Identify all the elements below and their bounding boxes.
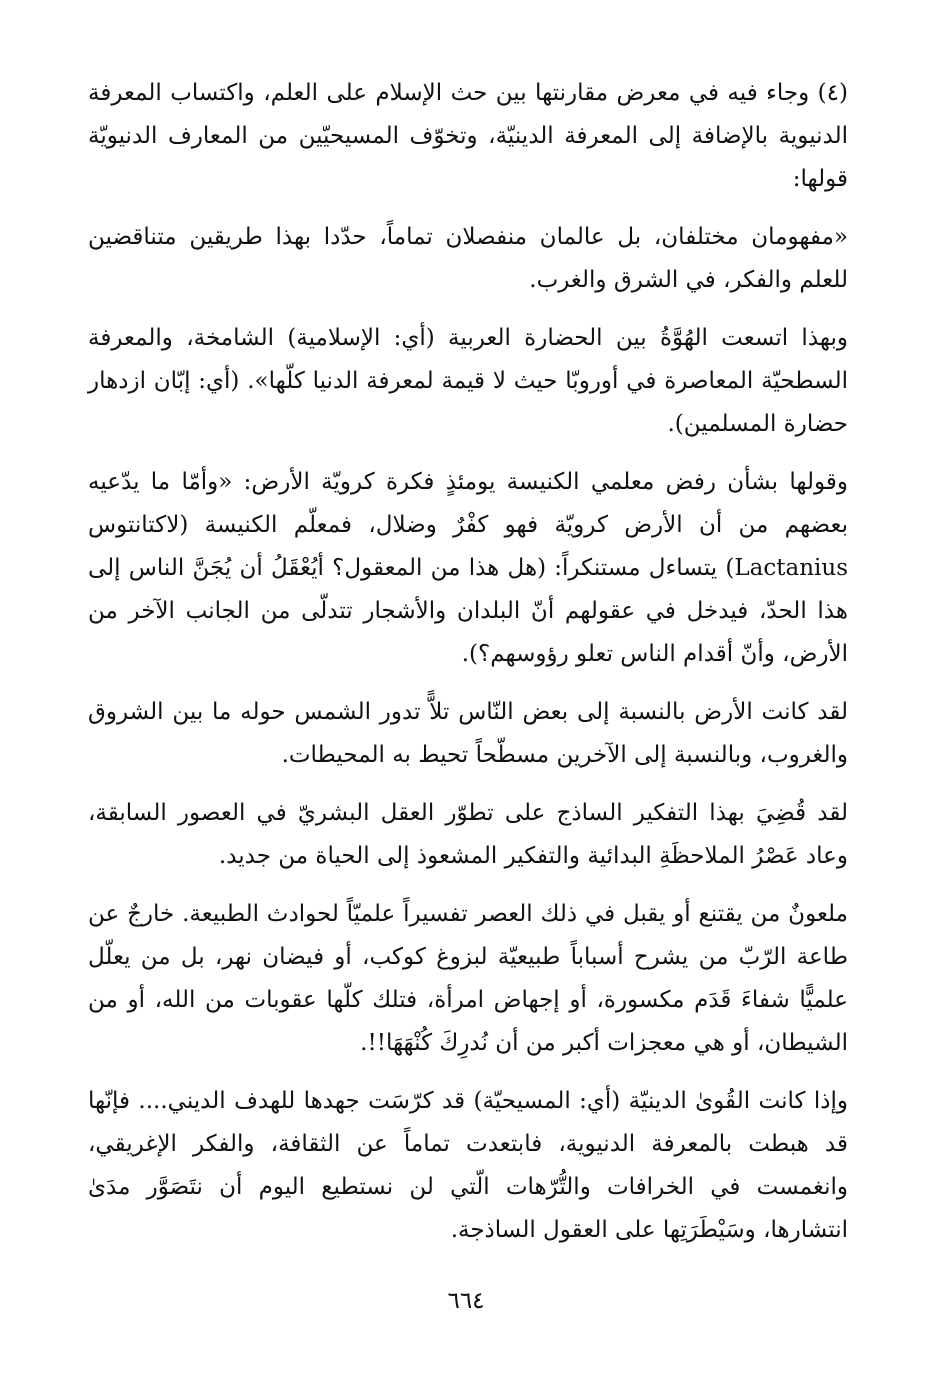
paragraph-footnote-4: (٤) وجاء فيه في معرض مقارنتها بين حث الإسلام على العلم، واكتساب المعرفة الدنيوية بالإضافة إلى المعرفة الدينيّة، وتخوّف المسيحيّين من المعارف الدنيويّة قولها: — [88, 80, 849, 192]
page-number: ٦٦٤ — [447, 1288, 485, 1314]
paragraph-gap-widened: وبهذا اتسعت الهُوَّةُ بين الحضارة العربية (أي: الإسلامية) الشامخة، والمعرفة السطحيّة المعاصرة في أوروبّا حيث لا قيمة لمعرفة الدنيا كلّها». (أي: إبّان ازدهار حضارة المسلمين). — [88, 325, 848, 437]
paragraph-quote-two-concepts: «مفهومان مختلفان، بل عالمان منفصلان تماماً، حدّدا بهذا طريقين متناقضين للعلم والفكر، في الشرق والغرب. — [88, 224, 848, 293]
paragraph-earth-hill: لقد كانت الأرض بالنسبة إلى بعض النّاس تلاًّ تدور الشمس حوله ما بين الشروق والغروب، وبالنسبة إلى الآخرين مسطّحاً تحيط به المحيطات. — [88, 699, 848, 768]
paragraph-round-earth: وقولها بشأن رفض معلمي الكنيسة يومئذٍ فكرة كرويّة الأرض: «وأمّا ما يدّعيه بعضهم من أن الأرض كرويّة فهو كفْرٌ وضلال، فمعلّم الكنيسة (لاكتانتوس Lactanius) يتساءل مستنكراً: (هل هذا من المعقول؟ أيُعْقَلُ أن يُجَنَّ الناس إلى هذا الحدّ، فيدخل في عقولهم أنّ البلدان والأشجار تتدلّى من الجانب الآخر من الأرض، وأنّ أقدام الناس تعلو رؤوسهم؟). — [88, 469, 848, 667]
page-body — [88, 72, 848, 1252]
paragraph-cursed: ملعونٌ من يقتنع أو يقبل في ذلك العصر تفسيراً علميّاً لحوادث الطبيعة. خارجٌ عن طاعة الرّبّ من يشرح أسباباً طبيعيّة لبزوغ كوكب، أو فيضان نهر، بل من يعلّل علميًّا شفاءَ قَدَم مكسورة، أو إجهاض امرأة، فتلك كلّها عقوبات من الله، أو من الشيطان، أو هي معجزات أكبر من أن نُدرِكَ كُنْهَهَا!!. — [88, 901, 848, 1056]
paragraph-religious-forces: وإذا كانت القُوىٰ الدينيّة (أي: المسيحيّة) قد كرّسَت جهدها للهدف الديني.... فإنّها قد هبطت بالمعرفة الدنيوية، فابتعدت تماماً عن الثقافة، والفكر الإغريقي، وانغمست في الخرافات والتُّرّهات الّتي لن نستطيع اليوم أن نتَصَوَّر مدَىٰ انتشارها، وسَيْطَرَتِها على العقول الساذجة. — [88, 1088, 848, 1243]
paragraph-naive-thinking: لقد قُضِيَ بهذا التفكير الساذج على تطوّر العقل البشريّ في العصور السابقة، وعاد عَصْرُ الملاحظَةِ البدائية والتفكير المشعوذ إلى الحياة من جديد. — [88, 800, 848, 869]
